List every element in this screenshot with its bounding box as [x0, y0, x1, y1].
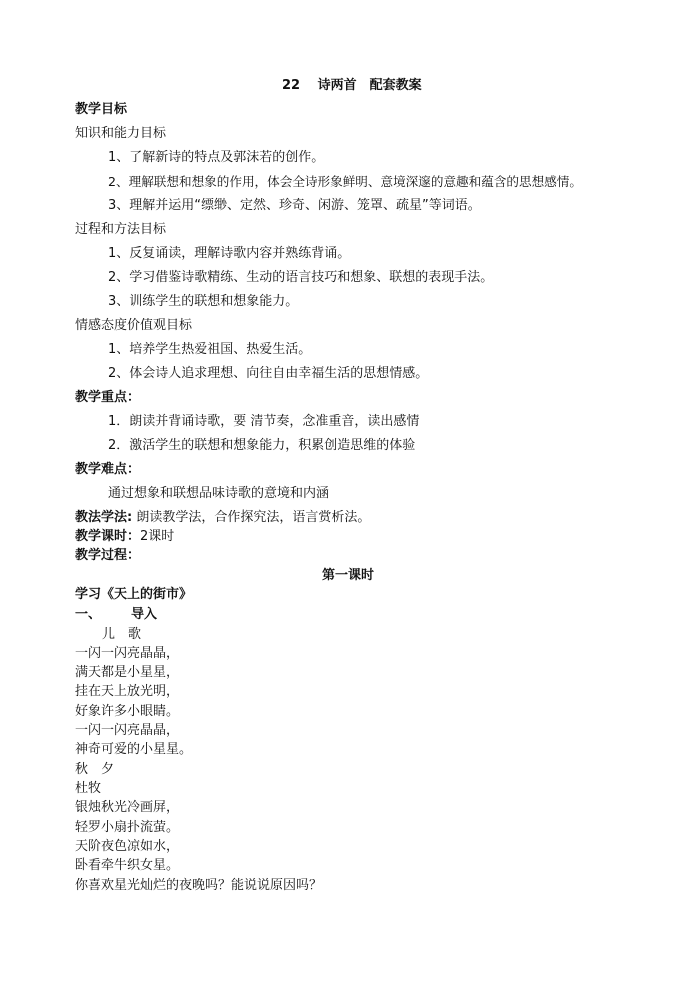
process-item: 1、反复诵读，理解诗歌内容并熟练背诵。 [108, 246, 351, 261]
process-item: 3、训练学生的联想和想象能力。 [108, 294, 299, 309]
song-line: 一闪一闪亮晶晶， [75, 646, 180, 661]
difficulty-item: 通过想象和联想品味诗歌的意境和内涵 [108, 486, 330, 501]
key-point-item: 1．朗读并背诵诗歌，要 清节奏，念准重音，读出感情 [108, 414, 420, 429]
poem-line: 天阶夜色凉如水， [75, 839, 180, 854]
study-heading: 学习《天上的街市》 [75, 587, 193, 602]
knowledge-item: 3、理解并运用“缥缈、定然、珍奇、闲游、笼罩、疏星”等词语。 [108, 198, 481, 213]
emotion-item: 2、体会诗人追求理想、向往自由幸福生活的思想情感。 [108, 366, 429, 381]
process2-heading: 教学过程： [75, 548, 141, 563]
hours-line [75, 528, 174, 546]
method-text: 朗读教学法，合作探究法，语言赏析法。 [132, 510, 371, 525]
method-line [75, 509, 370, 527]
intro-heading: 导入 [131, 607, 158, 622]
poem-line: 轻罗小扇扑流萤。 [75, 820, 180, 835]
lesson-title: 第一课时 [322, 568, 375, 583]
key-points-heading: 教学重点： [75, 390, 141, 405]
poem-author: 杜牧 [75, 781, 102, 796]
process-item: 2、学习借鉴诗歌精练、生动的语言技巧和想象、联想的表现手法。 [108, 270, 494, 285]
song-line: 神奇可爱的小星星。 [75, 742, 193, 757]
poem-line: 卧看牵牛织女星。 [75, 858, 180, 873]
song-line: 好象许多小眼睛。 [75, 704, 180, 719]
question: 你喜欢星光灿烂的夜晚吗？能说说原因吗？ [75, 878, 323, 893]
key-point-item: 2．激活学生的联想和想象能力，积累创造思维的体验 [108, 438, 416, 453]
process-heading: 过程和方法目标 [75, 222, 167, 237]
difficulty-heading: 教学难点： [75, 462, 141, 477]
knowledge-item: 2、理解联想和想象的作用，体会全诗形象鲜明、意境深邃的意趣和蕴含的思想感情。 [108, 174, 582, 189]
intro-number: 一、 [75, 607, 102, 622]
document-title: 22 诗两首 配套教案 [282, 78, 422, 93]
method-heading: 教法学法: [75, 510, 133, 525]
emotion-heading: 情感态度价值观目标 [75, 318, 193, 333]
song-line: 挂在天上放光明， [75, 684, 180, 699]
knowledge-heading: 知识和能力目标 [75, 126, 167, 141]
poem-line: 银烛秋光冷画屏， [75, 800, 180, 815]
hours-text: 2课时 [140, 529, 175, 544]
poem-title: 秋 夕 [75, 762, 115, 777]
knowledge-item: 1、了解新诗的特点及郭沫若的创作。 [108, 150, 325, 165]
song-title: 儿 歌 [102, 627, 142, 642]
emotion-item: 1、培养学生热爱祖国、热爱生活。 [108, 342, 312, 357]
goals-heading: 教学目标 [75, 102, 128, 117]
intro-line [75, 606, 157, 624]
song-line: 满天都是小星星， [75, 665, 180, 680]
song-line: 一闪一闪亮晶晶， [75, 723, 180, 738]
hours-heading: 教学课时： [75, 529, 141, 544]
